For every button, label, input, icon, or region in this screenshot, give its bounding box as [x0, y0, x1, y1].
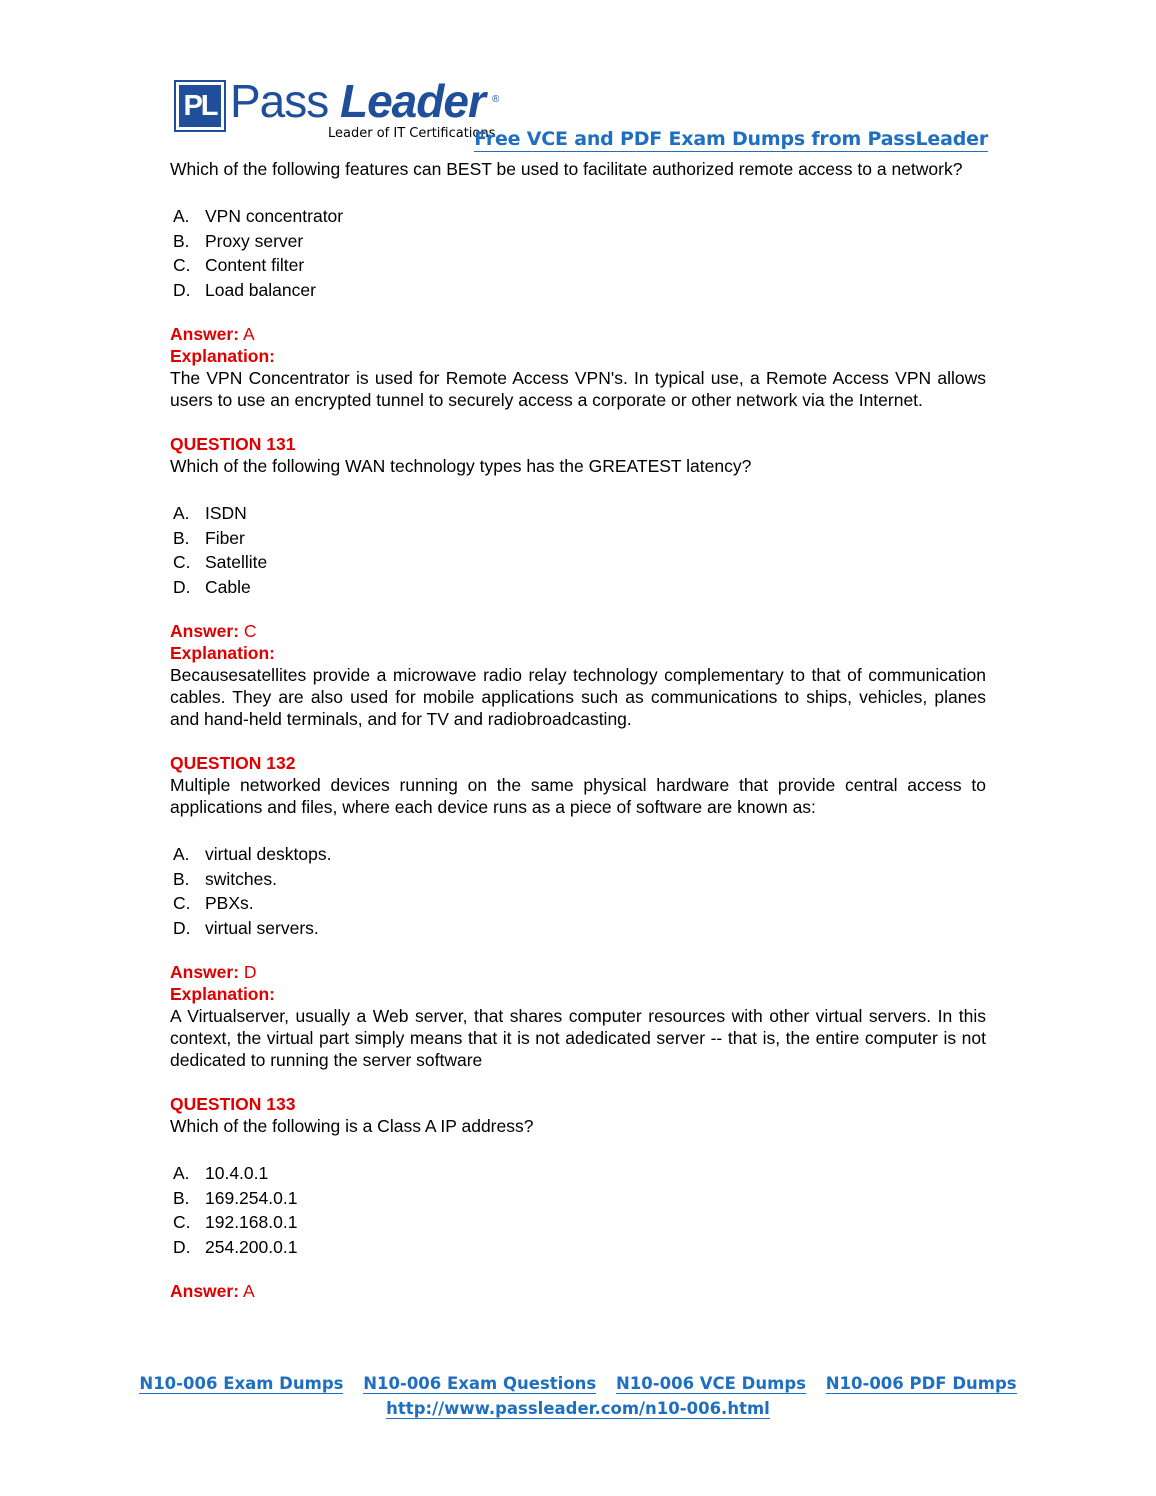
page-header — [174, 75, 988, 158]
explanation-text: Becausesatellites provide a microwave radio relay technology complementary to that of communication cables. They are also used for mobile applications such as communications to ships, vehicles, planes and hand-held terminals, and for TV and radiobroadcasting. — [170, 665, 986, 729]
option-item — [170, 1161, 986, 1186]
option-text: 192.168.0.1 — [205, 1212, 298, 1232]
option-item — [170, 867, 986, 892]
option-letter: B. — [173, 230, 190, 251]
option-letter: D. — [173, 279, 191, 300]
option-text: 254.200.0.1 — [205, 1236, 298, 1257]
footer-link-pdf-dumps[interactable]: N10-006 PDF Dumps — [825, 1374, 1017, 1393]
option-item — [170, 916, 986, 941]
question-text: Which of the following is a Class A IP address? — [170, 1116, 534, 1136]
answer-label: Answer: — [170, 324, 240, 344]
option-item — [170, 1210, 986, 1235]
option-text: Cable — [205, 576, 251, 597]
explanation-text: A Virtualserver, usually a Web server, that shares computer resources with other virtual servers. In this context, the virtual part simply means that it is not adedicated server -- that is, the entire computer is not dedicated to running the server software — [170, 1006, 986, 1070]
page-footer — [0, 1374, 1156, 1418]
option-text: Proxy server — [205, 230, 304, 251]
option-item — [170, 204, 986, 229]
footer-links — [0, 1374, 1156, 1393]
option-text: 10.4.0.1 — [205, 1163, 269, 1183]
option-item — [170, 842, 986, 867]
option-letter: B. — [173, 868, 190, 889]
question-block — [170, 1093, 986, 1302]
explanation-text: The VPN Concentrator is used for Remote Access VPN's. In typical use, a Remote Access VPN allows users to use an encrypted tunnel to securely access a corporate or other network via the Internet. — [170, 368, 986, 410]
option-letter: D. — [173, 576, 191, 597]
footer-url-line — [0, 1399, 1156, 1418]
option-text: virtual desktops. — [205, 844, 332, 864]
logo-registered-mark: ® — [492, 94, 500, 105]
promo-link[interactable]: Free VCE and PDF Exam Dumps from PassLeader — [474, 128, 988, 150]
footer-link-vce-dumps[interactable]: N10-006 VCE Dumps — [615, 1374, 806, 1393]
option-text: Load balancer — [205, 279, 316, 300]
logo-mark: PL — [179, 85, 221, 127]
option-text: ISDN — [205, 503, 247, 523]
question-title: QUESTION 132 — [170, 753, 296, 773]
option-item — [170, 550, 986, 575]
answer-label: Answer: — [170, 1281, 240, 1301]
answer-value: C — [243, 621, 257, 641]
answer-line — [170, 323, 986, 345]
logo-text-pass: Pass — [230, 75, 329, 127]
answer-label: Answer: — [170, 962, 240, 982]
option-text: VPN concentrator — [205, 206, 344, 226]
option-letter: A. — [173, 844, 190, 864]
answer-line — [170, 620, 986, 642]
answer-value: A — [242, 324, 255, 344]
question-text: Which of the following features can BEST be used to facilitate authorized remote access to a network? — [170, 159, 963, 179]
option-letter: A. — [173, 1163, 190, 1183]
answer-options — [170, 204, 986, 302]
footer-url-link[interactable]: http://www.passleader.com/n10-006.html — [386, 1399, 770, 1418]
option-item — [170, 1186, 986, 1211]
option-text: Satellite — [205, 552, 268, 572]
option-letter: C. — [173, 255, 191, 275]
question-block — [170, 433, 986, 730]
question-block — [170, 752, 986, 1071]
option-text: PBXs. — [205, 893, 254, 913]
option-text: Fiber — [205, 527, 245, 548]
option-item — [170, 229, 986, 254]
answer-value: A — [242, 1281, 255, 1301]
option-item — [170, 501, 986, 526]
option-item — [170, 253, 986, 278]
option-letter: B. — [173, 527, 190, 548]
question-text: Multiple networked devices running on the same physical hardware that provide central access to applications and files, where each device runs as a piece of software are known as: — [170, 775, 986, 817]
option-text: switches. — [205, 868, 277, 889]
option-letter: C. — [173, 893, 191, 913]
option-item — [170, 526, 986, 551]
option-text: Content filter — [205, 255, 305, 275]
option-item — [170, 891, 986, 916]
option-letter: B. — [173, 1187, 190, 1208]
answer-line — [170, 1280, 986, 1302]
option-item — [170, 575, 986, 600]
logo-text-leader: Leader — [340, 75, 485, 127]
question-block — [170, 158, 986, 411]
question-title: QUESTION 131 — [170, 434, 296, 454]
answer-options — [170, 842, 986, 940]
explanation-label: Explanation: — [170, 984, 276, 1004]
option-letter: C. — [173, 1212, 191, 1232]
footer-link-exam-dumps[interactable]: N10-006 Exam Dumps — [139, 1374, 344, 1393]
answer-options — [170, 501, 986, 599]
option-letter: A. — [173, 206, 190, 226]
document-body — [170, 158, 986, 1302]
answer-line — [170, 961, 986, 983]
option-letter: C. — [173, 552, 191, 572]
option-item — [170, 278, 986, 303]
option-letter: D. — [173, 917, 191, 938]
explanation-label: Explanation: — [170, 346, 276, 366]
question-text: Which of the following WAN technology types has the GREATEST latency? — [170, 456, 752, 476]
answer-value: D — [243, 962, 257, 982]
option-text: 169.254.0.1 — [205, 1187, 298, 1208]
question-title: QUESTION 133 — [170, 1094, 296, 1114]
logo-tagline: Leader of IT Certifications — [328, 126, 496, 141]
passleader-logo-icon — [174, 80, 226, 132]
option-letter: A. — [173, 503, 190, 523]
footer-link-exam-questions[interactable]: N10-006 Exam Questions — [363, 1374, 597, 1393]
explanation-label: Explanation: — [170, 643, 276, 663]
option-text: virtual servers. — [205, 917, 319, 938]
option-item — [170, 1235, 986, 1260]
answer-label: Answer: — [170, 621, 240, 641]
answer-options — [170, 1161, 986, 1259]
option-letter: D. — [173, 1236, 191, 1257]
